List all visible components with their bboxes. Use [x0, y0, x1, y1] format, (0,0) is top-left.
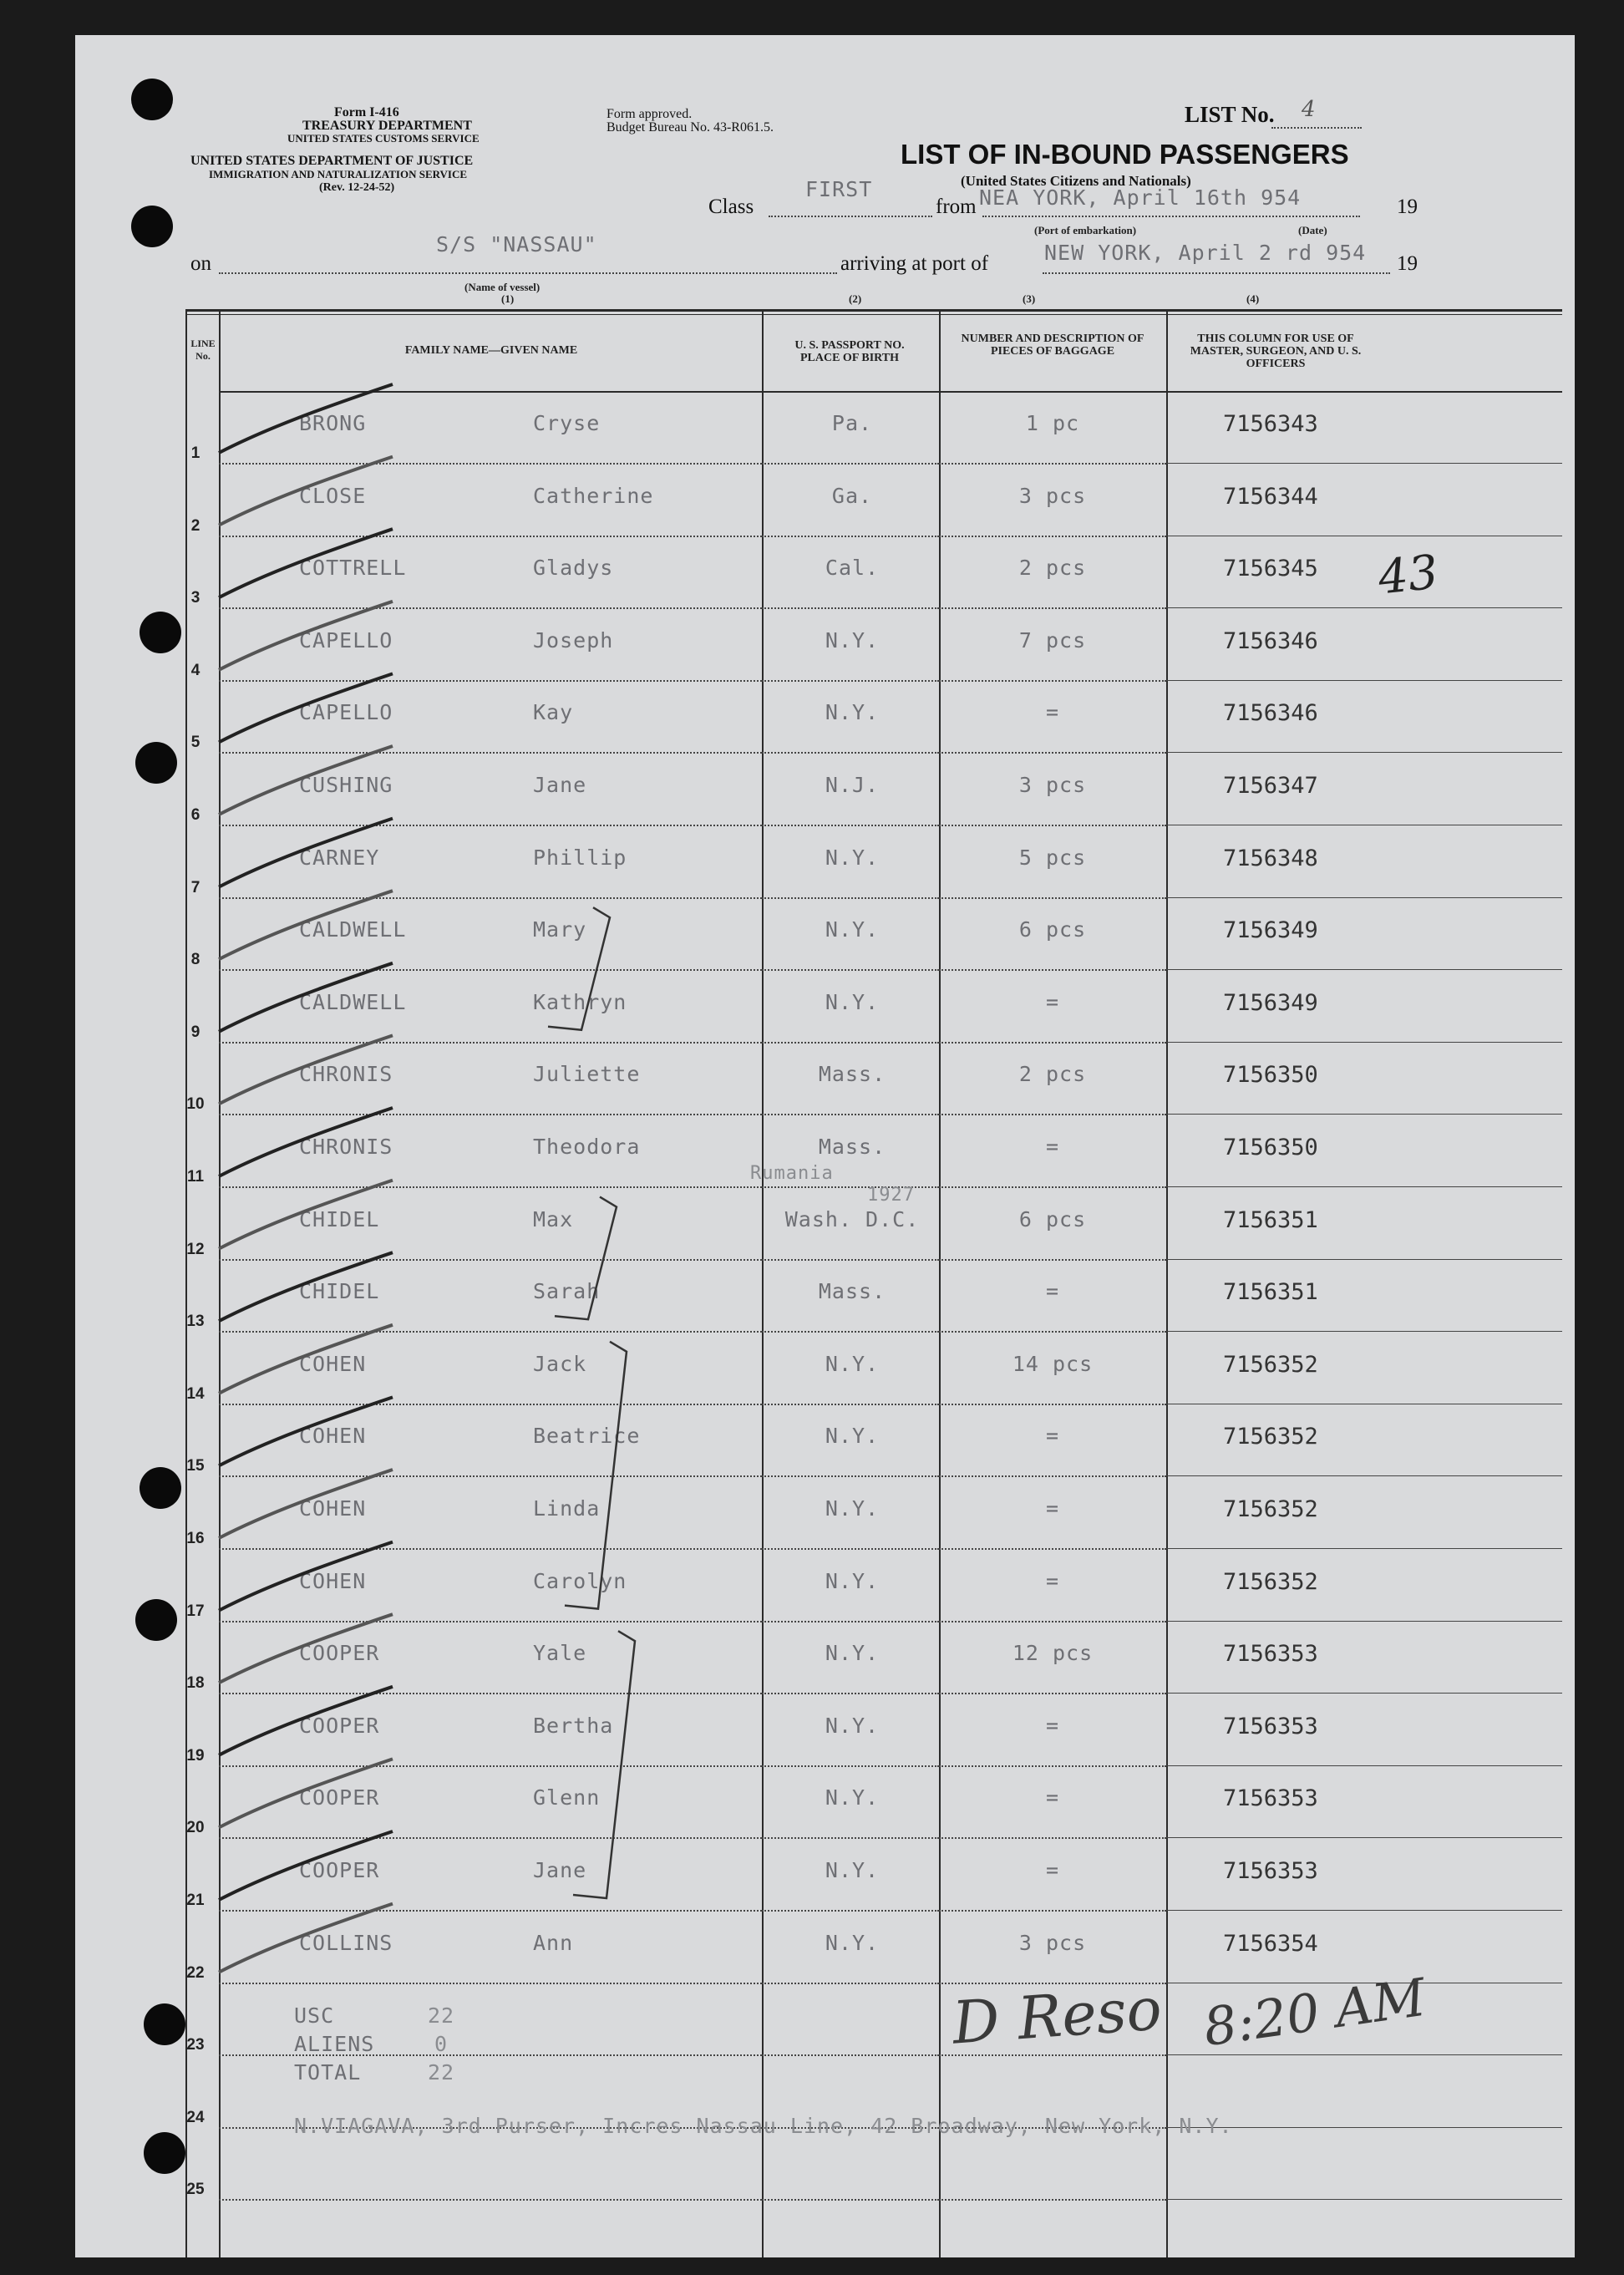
line-number: 1 — [190, 444, 200, 462]
place-of-birth: N.Y. — [825, 989, 880, 1014]
usc-count: 22 — [428, 2003, 455, 2028]
margin-note: 43 — [1375, 545, 1441, 606]
officer-number: 7156354 — [1223, 1930, 1318, 1957]
line-number: 24 — [186, 2108, 205, 2126]
header-baggage: NUMBER AND DESCRIPTION OF PIECES OF BAGGAGE — [961, 333, 1144, 358]
line-number: 18 — [186, 1674, 205, 1693]
given-name: Bertha — [533, 1713, 614, 1738]
binder-hole — [131, 206, 173, 247]
family-name: CHRONIS — [299, 1135, 393, 1159]
immigration-service: IMMIGRATION AND NATURALIZATION SERVICE — [209, 168, 468, 180]
manifest-sheet — [75, 35, 1575, 2257]
family-name: COOPER — [299, 1785, 380, 1810]
place-of-birth: N.Y. — [825, 1930, 880, 1955]
given-name: Ann — [533, 1930, 574, 1955]
table-row — [75, 1840, 1575, 1912]
line-number: 4 — [190, 661, 200, 679]
place-of-birth: N.J. — [825, 773, 880, 797]
family-name: COHEN — [299, 1424, 367, 1449]
place-of-birth: N.Y. — [825, 1496, 880, 1521]
place-of-birth: N.Y. — [825, 1858, 880, 1882]
table-row — [75, 682, 1575, 754]
table-row — [75, 1622, 1575, 1694]
baggage: 2 pcs — [1018, 1062, 1087, 1087]
officer-number: 7156345 — [1223, 556, 1318, 582]
officer-number: 7156350 — [1223, 1135, 1318, 1160]
place-of-birth: N.Y. — [825, 917, 880, 942]
baggage: 3 pcs — [1018, 483, 1087, 508]
family-name: CALDWELL — [299, 917, 407, 942]
officer-number: 7156346 — [1223, 627, 1318, 654]
family-name: CALDWELL — [299, 989, 407, 1014]
line-number: 7 — [190, 878, 200, 896]
from-label: from — [936, 196, 977, 218]
table-row — [75, 1189, 1575, 1261]
family-name: COHEN — [299, 1568, 367, 1593]
place-of-birth: N.Y. — [825, 700, 880, 725]
place-of-birth: N.Y. — [825, 1568, 880, 1593]
arriving-label: arriving at port of — [840, 252, 989, 275]
given-name: Cryse — [533, 411, 601, 435]
family-name: COOPER — [299, 1641, 380, 1666]
place-of-birth: Mass. — [818, 1279, 886, 1304]
line-number: 14 — [186, 1384, 205, 1403]
baggage: 14 pcs — [1012, 1351, 1094, 1376]
baggage: 3 pcs — [1018, 773, 1087, 797]
aliens-label: ALIENS — [294, 2032, 375, 2056]
officer-number: 7156353 — [1223, 1858, 1318, 1884]
table-row — [75, 1695, 1575, 1767]
table-row — [75, 1912, 1575, 1984]
port-caption: (Port of embarkation) — [1034, 224, 1137, 236]
class-value: FIRST — [805, 177, 873, 201]
place-of-birth: Pa. — [831, 411, 873, 435]
form-subtitle: (United States Citizens and Nationals) — [961, 173, 1191, 189]
family-name: CHRONIS — [299, 1062, 393, 1087]
place-of-birth: N.Y. — [825, 1641, 880, 1666]
place-of-birth-note: Rumania — [750, 1163, 834, 1184]
family-name: COHEN — [299, 1496, 367, 1521]
line-number: 9 — [190, 1023, 200, 1041]
date-caption: (Date) — [1298, 224, 1327, 236]
total-count: 22 — [428, 2060, 455, 2085]
baggage: = — [1045, 1279, 1060, 1304]
family-name: COOPER — [299, 1713, 380, 1738]
officer-number: 7156346 — [1223, 700, 1318, 727]
given-name: Glenn — [533, 1785, 601, 1810]
column-number-1: (1) — [501, 292, 515, 305]
budget-bureau: Budget Bureau No. 43-R061.5. — [606, 120, 774, 135]
family-name: CARNEY — [299, 845, 380, 870]
list-number: 4 — [1302, 97, 1316, 122]
line-number: 10 — [186, 1095, 205, 1114]
table-row — [75, 1261, 1575, 1333]
baggage: 6 pcs — [1018, 917, 1087, 942]
line-number: 16 — [186, 1530, 205, 1547]
place-of-birth: Mass. — [818, 1062, 886, 1087]
revision: (Rev. 12-24-52) — [319, 181, 395, 194]
line-number: 12 — [186, 1240, 205, 1258]
given-name: Gladys — [533, 556, 614, 581]
column-number-3: (3) — [1023, 292, 1036, 305]
family-name: CUSHING — [299, 773, 393, 797]
family-name: COLLINS — [299, 1930, 393, 1955]
place-of-birth: N.Y. — [825, 1424, 880, 1449]
line-number: 21 — [186, 1892, 205, 1909]
given-name: Jack — [533, 1351, 587, 1376]
line-number: 13 — [186, 1313, 205, 1331]
year-suffix-2: 19 — [1397, 252, 1418, 275]
table-row — [75, 1333, 1575, 1405]
table-row — [75, 393, 1575, 465]
given-name: Sarah — [533, 1279, 601, 1304]
given-name: Kay — [533, 700, 574, 725]
baggage: 1 pc — [1025, 411, 1080, 435]
column-number-2: (2) — [849, 292, 862, 305]
family-name: COOPER — [299, 1858, 380, 1882]
officer-number: 7156343 — [1223, 411, 1318, 437]
table-row — [75, 537, 1575, 609]
vessel-name: S/S "NASSAU" — [436, 232, 597, 256]
place-of-birth: N.Y. — [825, 1713, 880, 1738]
given-name: Mary — [533, 917, 587, 942]
purser-line: N.VIAGAVA, 3rd Purser, Incres Nassau Line, 42 Broadway, New York, N.Y. — [294, 2114, 1233, 2138]
baggage: = — [1045, 989, 1060, 1014]
table-row — [75, 610, 1575, 682]
vessel-caption: (Name of vessel) — [464, 281, 540, 293]
officer-number: 7156352 — [1223, 1568, 1318, 1595]
family-name: CAPELLO — [299, 700, 393, 725]
baggage: = — [1045, 1785, 1060, 1810]
place-of-birth: N.Y. — [825, 627, 880, 653]
baggage: = — [1045, 1135, 1060, 1159]
officer-number: 7156352 — [1223, 1351, 1318, 1378]
officer-number: 7156351 — [1223, 1206, 1318, 1233]
line-number: 19 — [186, 1746, 205, 1765]
line-number: 3 — [190, 589, 200, 607]
officer-number: 7156344 — [1223, 483, 1318, 510]
header-line-no: LINE No. — [190, 338, 216, 362]
family-name: CAPELLO — [299, 627, 393, 653]
department: TREASURY DEPARTMENT — [302, 119, 472, 133]
baggage: = — [1045, 1568, 1060, 1593]
column-number-4: (4) — [1246, 292, 1260, 305]
service: UNITED STATES CUSTOMS SERVICE — [287, 132, 480, 145]
officer-number: 7156353 — [1223, 1641, 1318, 1668]
place-of-birth: Ga. — [831, 483, 873, 508]
table-row — [75, 1767, 1575, 1839]
baggage: 12 pcs — [1012, 1641, 1094, 1666]
line-number: 11 — [186, 1168, 205, 1186]
officer-number: 7156347 — [1223, 773, 1318, 799]
given-name: Beatrice — [533, 1424, 641, 1449]
on-label: on — [190, 252, 211, 275]
officer-number: 7156349 — [1223, 989, 1318, 1016]
table-row — [75, 1044, 1575, 1115]
table-row — [75, 1478, 1575, 1550]
justice-department: UNITED STATES DEPARTMENT OF JUSTICE — [190, 154, 474, 168]
table-row — [75, 1405, 1575, 1477]
table-row — [75, 972, 1575, 1044]
class-label: Class — [708, 196, 754, 218]
line-number: 6 — [190, 806, 200, 824]
given-name: Catherine — [533, 483, 654, 508]
family-name: CHIDEL — [299, 1206, 380, 1231]
line-number: 8 — [190, 951, 200, 969]
family-name: BRONG — [299, 411, 367, 435]
year-note: 1927 — [867, 1185, 915, 1206]
officer-number: 7156353 — [1223, 1785, 1318, 1812]
given-name: Yale — [533, 1641, 587, 1666]
list-label: LIST No. — [1185, 102, 1275, 127]
baggage: 5 pcs — [1018, 845, 1087, 870]
table-row — [75, 899, 1575, 971]
officer-number: 7156352 — [1223, 1424, 1318, 1450]
table-row — [75, 1551, 1575, 1622]
place-of-birth: N.Y. — [825, 1351, 880, 1376]
given-name: Phillip — [533, 845, 627, 870]
total-label: TOTAL — [294, 2060, 362, 2085]
officer-number: 7156351 — [1223, 1279, 1318, 1306]
baggage: = — [1045, 1858, 1060, 1882]
form-number: Form I-416 — [334, 105, 399, 119]
given-name: Carolyn — [533, 1568, 627, 1593]
family-name: CHIDEL — [299, 1279, 380, 1304]
officer-number: 7156353 — [1223, 1713, 1318, 1739]
table-row — [75, 2129, 1575, 2201]
given-name: Theodora — [533, 1135, 641, 1159]
arrival-value: NEW YORK, April 2 rd 954 — [1044, 241, 1367, 265]
usc-label: USC — [294, 2003, 335, 2028]
officer-number: 7156350 — [1223, 1062, 1318, 1089]
baggage: = — [1045, 1713, 1060, 1738]
baggage: = — [1045, 1424, 1060, 1449]
header-name: FAMILY NAME—GIVEN NAME — [404, 344, 578, 357]
line-number: 2 — [190, 516, 200, 535]
given-name: Joseph — [533, 627, 614, 653]
line-number: 23 — [186, 2036, 205, 2054]
line-number: 22 — [186, 1963, 205, 1982]
given-name: Juliette — [533, 1062, 641, 1087]
place-of-birth: Wash. D.C. — [784, 1206, 920, 1231]
place-of-birth: Mass. — [818, 1135, 886, 1159]
officer-signature: D Reso — [950, 1974, 1165, 2058]
header-passport: U. S. PASSPORT NO. PLACE OF BIRTH — [794, 339, 905, 364]
baggage: 6 pcs — [1018, 1206, 1087, 1231]
line-number: 17 — [186, 1602, 205, 1620]
given-name: Max — [533, 1206, 574, 1231]
place-of-birth: N.Y. — [825, 1785, 880, 1810]
given-name: Jane — [533, 773, 587, 797]
given-name: Jane — [533, 1858, 587, 1882]
baggage: 7 pcs — [1018, 627, 1087, 653]
form-approved: Form approved. — [606, 107, 693, 121]
baggage: 3 pcs — [1018, 1930, 1087, 1955]
given-name: Kathryn — [533, 989, 627, 1014]
line-number: 15 — [186, 1457, 205, 1475]
year-suffix-1: 19 — [1397, 196, 1418, 218]
line-number: 25 — [186, 2181, 205, 2199]
form-title: LIST OF IN-BOUND PASSENGERS — [901, 139, 1349, 170]
table-row — [75, 465, 1575, 537]
given-name: Linda — [533, 1496, 601, 1521]
header-officers: THIS COLUMN FOR USE OF MASTER, SURGEON, AND U. S. OFFICERS — [1190, 333, 1362, 370]
from-value: NEA YORK, April 16th 954 — [979, 185, 1302, 210]
officer-number: 7156348 — [1223, 845, 1318, 871]
line-number: 5 — [190, 734, 200, 752]
family-name: COTTRELL — [299, 556, 407, 581]
officer-number: 7156349 — [1223, 917, 1318, 944]
table-row — [75, 754, 1575, 826]
line-number: 20 — [186, 1819, 205, 1837]
baggage: 2 pcs — [1018, 556, 1087, 581]
arrival-time-note: 8:20 AM — [1200, 1966, 1429, 2059]
place-of-birth: Cal. — [825, 556, 880, 581]
baggage: = — [1045, 700, 1060, 725]
aliens-count: 0 — [434, 2032, 449, 2056]
family-name: COHEN — [299, 1351, 367, 1376]
binder-hole — [131, 79, 173, 120]
officer-number: 7156352 — [1223, 1496, 1318, 1522]
place-of-birth: N.Y. — [825, 845, 880, 870]
baggage: = — [1045, 1496, 1060, 1521]
table-row — [75, 827, 1575, 899]
family-name: CLOSE — [299, 483, 367, 508]
